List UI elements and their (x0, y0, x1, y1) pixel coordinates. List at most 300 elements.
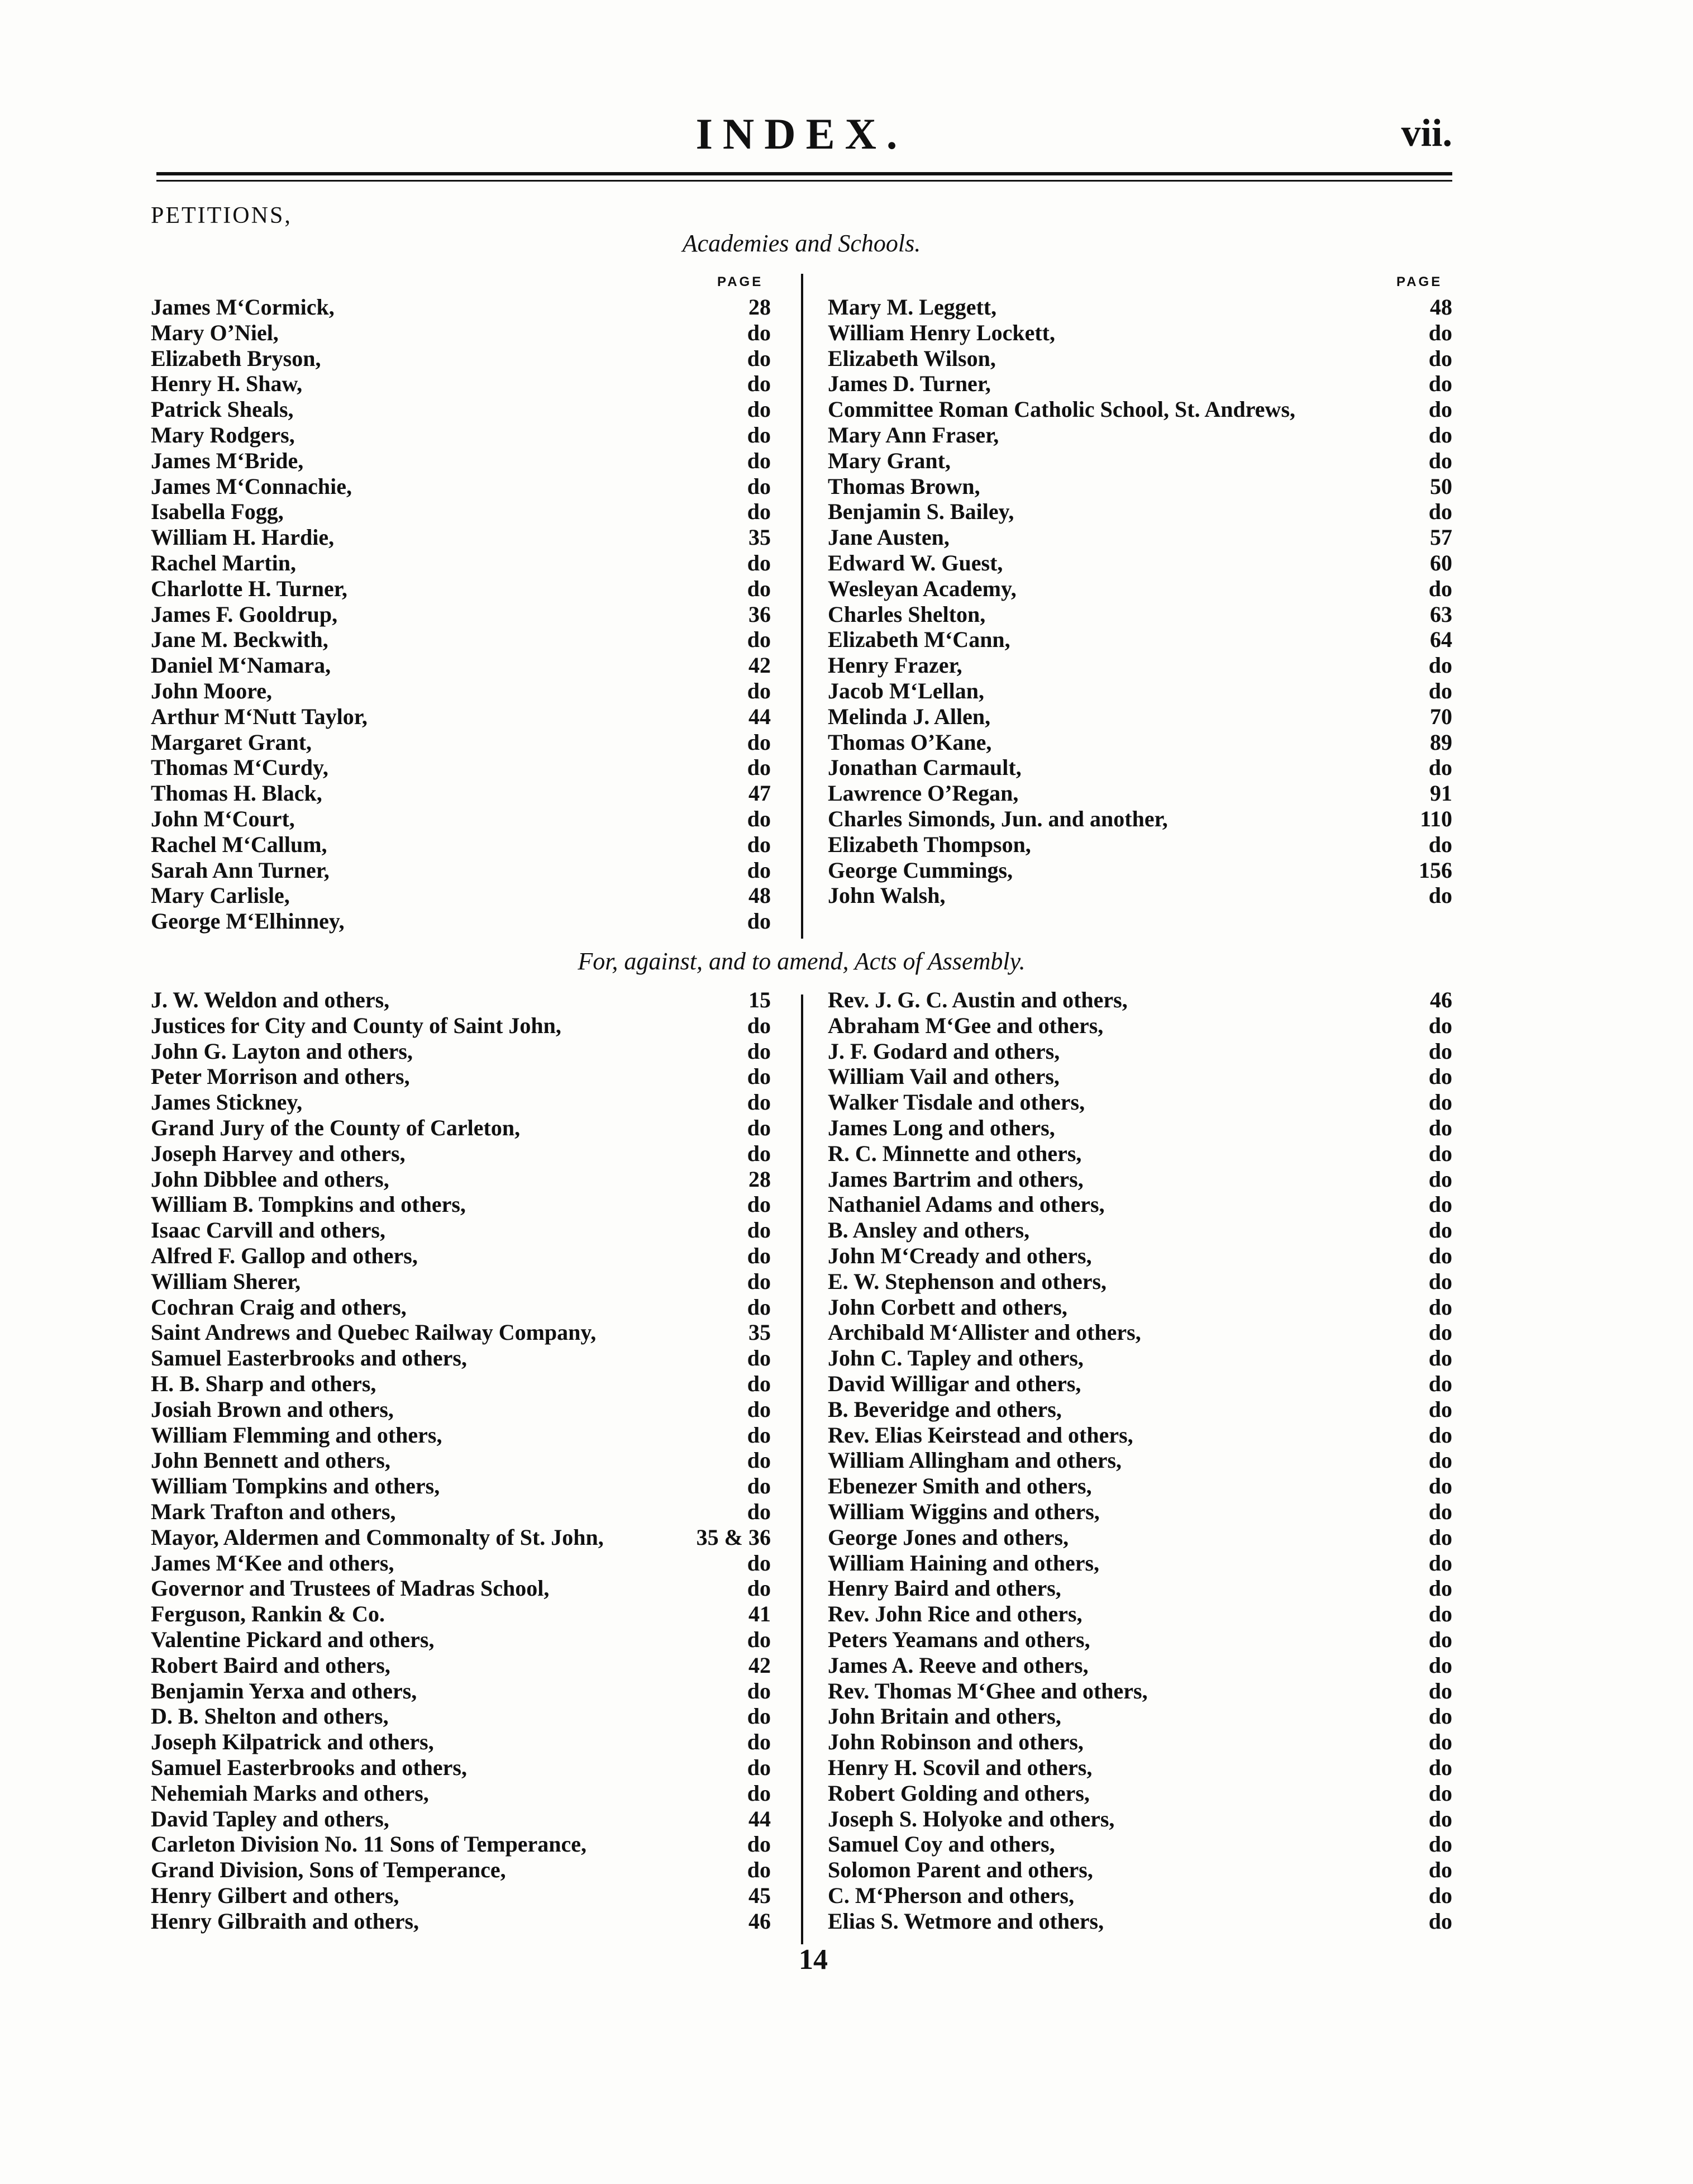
entry-page: 64 (1430, 627, 1452, 653)
entry-page: 63 (1430, 601, 1452, 627)
entry-name: Mary Carlisle, (151, 883, 290, 908)
entry-page: do (747, 1012, 771, 1038)
entry-page: do (1428, 1524, 1452, 1550)
entry-page: do (1428, 371, 1452, 397)
entry-name: Solomon Parent and others, (828, 1857, 1093, 1883)
index-entry (828, 1448, 1452, 1473)
entry-page: do (1428, 1089, 1452, 1115)
index-entry (151, 1371, 771, 1397)
index-entry (151, 550, 771, 576)
entry-name: Isaac Carvill and others, (151, 1217, 385, 1243)
index-entry (828, 1627, 1452, 1653)
entry-page: 42 (748, 1652, 771, 1678)
entry-name: Thomas Brown, (828, 473, 980, 499)
index-entry (151, 1295, 771, 1320)
entry-page: do (747, 1089, 771, 1115)
index-entry (828, 1064, 1452, 1089)
entry-name: Mary M. Leggett, (828, 294, 997, 320)
entry-page: do (1428, 1550, 1452, 1576)
entry-page: do (747, 1217, 771, 1243)
entry-page: 36 (748, 601, 771, 627)
entry-page: do (747, 678, 771, 703)
entry-name: J. F. Godard and others, (828, 1038, 1060, 1064)
entry-page: do (1428, 1652, 1452, 1678)
index-entry (151, 1448, 771, 1473)
entry-name: Rachel Martin, (151, 550, 296, 575)
index-entry (828, 883, 1452, 908)
index-entry (828, 1653, 1452, 1678)
entry-name: William Wiggins and others, (828, 1498, 1100, 1524)
entry-name: B. Ansley and others, (828, 1217, 1030, 1243)
page-header (151, 109, 1452, 165)
index-entry (828, 576, 1452, 602)
entry-name: John Robinson and others, (828, 1729, 1084, 1755)
index-entry (151, 448, 771, 474)
entry-name: Rev. John Rice and others, (828, 1601, 1082, 1627)
entry-name: Saint Andrews and Quebec Railway Company, (151, 1320, 597, 1345)
entry-name: Jonathan Carmault, (828, 755, 1022, 781)
index-entry (828, 1039, 1452, 1064)
entry-name: R. C. Minnette and others, (828, 1140, 1082, 1166)
entry-page: do (1428, 1806, 1452, 1831)
column-divider (801, 274, 803, 939)
entry-name: Charlotte H. Turner, (151, 575, 347, 601)
index-entry (828, 1141, 1452, 1167)
entry-name: Joseph Harvey and others, (151, 1140, 406, 1166)
index-entry (151, 576, 771, 602)
entry-page: do (747, 908, 771, 934)
entry-name: William Sherer, (151, 1268, 301, 1294)
index-entry (151, 499, 771, 525)
entry-name: Henry Gilbraith and others, (151, 1908, 419, 1934)
entry-page: do (1428, 1882, 1452, 1908)
page-number: vii. (1401, 112, 1452, 155)
index-entry (151, 1550, 771, 1576)
entry-page: do (1428, 1243, 1452, 1268)
entry-name: William Flemming and others, (151, 1422, 442, 1448)
entry-page: do (747, 422, 771, 448)
entry-name: H. B. Sharp and others, (151, 1371, 376, 1396)
index-entry (828, 653, 1452, 678)
index-entry (151, 1243, 771, 1269)
index-entry (151, 1499, 771, 1525)
entry-name: Rev. Elias Keirstead and others, (828, 1422, 1133, 1448)
entry-name: James D. Turner, (828, 371, 991, 397)
index-entry (828, 1601, 1452, 1627)
index-entry (151, 1627, 771, 1653)
entry-name: John M‘Court, (151, 806, 295, 831)
index-entry (828, 1013, 1452, 1039)
entry-name: Abraham M‘Gee and others, (828, 1012, 1104, 1038)
index-entry (828, 1217, 1452, 1243)
index-entry (151, 653, 771, 678)
entry-page: do (1428, 1422, 1452, 1448)
entry-page: 48 (1430, 294, 1452, 320)
index-entry (828, 987, 1452, 1013)
entry-name: Carleton Division No. 11 Sons of Temperance, (151, 1831, 587, 1857)
index-entry (151, 1857, 771, 1883)
index-entry (828, 1576, 1452, 1601)
entry-page: do (1428, 755, 1452, 781)
entry-page: do (747, 1576, 771, 1601)
index-entry (151, 1653, 771, 1678)
entry-page: do (1428, 1857, 1452, 1883)
entry-page: do (1428, 320, 1452, 345)
index-entry (828, 858, 1452, 883)
entry-name: Ferguson, Rankin & Co. (151, 1601, 385, 1627)
index-entry (151, 908, 771, 934)
index-entry (151, 806, 771, 832)
entry-page: do (747, 550, 771, 575)
index-entry (828, 1883, 1452, 1909)
entry-page: do (1428, 1601, 1452, 1627)
entry-page: do (1428, 883, 1452, 908)
entry-page: 89 (1430, 729, 1452, 755)
entry-name: Joseph Kilpatrick and others, (151, 1729, 434, 1755)
entry-page: do (1428, 1294, 1452, 1320)
index-entry (828, 781, 1452, 806)
entry-page: do (1428, 1320, 1452, 1345)
entry-page: do (747, 1729, 771, 1755)
index-entry (151, 678, 771, 704)
entry-name: Peter Morrison and others, (151, 1064, 410, 1089)
index-entry (828, 627, 1452, 653)
entry-name: Peters Yeamans and others, (828, 1626, 1090, 1652)
section-heading-acts: For, against, and to amend, Acts of Assembly. (578, 948, 1026, 975)
index-entry (828, 397, 1452, 422)
entry-name: James M‘Cormick, (151, 294, 335, 320)
entry-name: Isabella Fogg, (151, 499, 284, 525)
entry-name: Elias S. Wetmore and others, (828, 1908, 1104, 1934)
entry-page: do (747, 1473, 771, 1499)
index-entry (151, 627, 771, 653)
index-entry (151, 858, 771, 883)
index-entry (828, 1755, 1452, 1781)
entry-page: do (1428, 1217, 1452, 1243)
academies-right-column (828, 294, 1452, 908)
index-entry (151, 755, 771, 781)
entry-page: 44 (748, 703, 771, 729)
entry-page: do (747, 857, 771, 883)
index-entry (151, 1422, 771, 1448)
entry-page: do (747, 1678, 771, 1704)
entry-page: do (747, 1140, 771, 1166)
index-entry (151, 1909, 771, 1934)
index-entry (828, 1550, 1452, 1576)
index-entry (828, 832, 1452, 858)
index-entry (828, 1089, 1452, 1115)
entry-name: James M‘Connachie, (151, 473, 352, 499)
index-entry (151, 1345, 771, 1371)
entry-page: 60 (1430, 550, 1452, 575)
index-entry (151, 1192, 771, 1217)
entry-name: Jane M. Beckwith, (151, 627, 328, 653)
entry-name: Henry Frazer, (828, 653, 962, 678)
entry-page: 46 (748, 1908, 771, 1934)
entry-name: John Walsh, (828, 883, 946, 908)
entry-name: Mark Trafton and others, (151, 1498, 396, 1524)
entry-name: Jane Austen, (828, 525, 950, 550)
entry-name: John Britain and others, (828, 1704, 1061, 1729)
section-heading-academies: Academies and Schools. (682, 230, 921, 257)
entry-page: do (1428, 1626, 1452, 1652)
entry-name: John Bennett and others, (151, 1448, 390, 1473)
entry-name: C. M‘Pherson and others, (828, 1882, 1075, 1908)
entry-name: William Vail and others, (828, 1064, 1060, 1089)
entry-name: Mary Ann Fraser, (828, 422, 999, 448)
index-entry (151, 320, 771, 346)
index-entry (828, 422, 1452, 448)
entry-name: James Long and others, (828, 1115, 1055, 1140)
entry-name: Mary O’Niel, (151, 320, 279, 345)
index-entry (151, 1525, 771, 1550)
entry-name: Joseph S. Holyoke and others, (828, 1806, 1115, 1831)
index-entry (828, 806, 1452, 832)
entry-page: do (747, 1371, 771, 1396)
index-entry (828, 448, 1452, 474)
index-entry (828, 474, 1452, 499)
entry-page: do (1428, 1473, 1452, 1499)
entry-page: do (1428, 1396, 1452, 1422)
index-entry (828, 755, 1452, 781)
index-entry (828, 1192, 1452, 1217)
index-entry (828, 704, 1452, 730)
entry-page: do (747, 1345, 771, 1371)
entry-page: do (1428, 575, 1452, 601)
entry-page: do (747, 806, 771, 831)
entry-name: Jacob M‘Lellan, (828, 678, 984, 703)
index-entry (828, 1269, 1452, 1295)
index-entry (151, 1473, 771, 1499)
entry-name: Grand Division, Sons of Temperance, (151, 1857, 506, 1883)
index-entry (151, 422, 771, 448)
index-entry (151, 1269, 771, 1295)
index-entry (151, 781, 771, 806)
index-entry (151, 474, 771, 499)
entry-name: Rev. Thomas M‘Ghee and others, (828, 1678, 1148, 1704)
index-entry (151, 832, 771, 858)
entry-page: 45 (748, 1882, 771, 1908)
entry-name: James Bartrim and others, (828, 1166, 1084, 1192)
entry-page: do (1428, 1498, 1452, 1524)
entry-name: James Stickney, (151, 1089, 303, 1115)
index-entry (828, 1729, 1452, 1755)
entry-name: William Tompkins and others, (151, 1473, 440, 1499)
entry-page: do (747, 1754, 771, 1780)
index-entry (151, 1064, 771, 1089)
entry-name: George M‘Elhinney, (151, 908, 345, 934)
entry-page: do (747, 397, 771, 422)
entry-page: do (1428, 345, 1452, 371)
entry-name: John Dibblee and others, (151, 1166, 389, 1192)
index-entry (828, 1371, 1452, 1397)
entry-name: Margaret Grant, (151, 729, 312, 755)
entry-page: 110 (1420, 806, 1452, 831)
index-entry (151, 1704, 771, 1729)
entry-name: Josiah Brown and others, (151, 1396, 394, 1422)
index-entry (828, 371, 1452, 397)
index-entry (151, 730, 771, 755)
entry-name: Cochran Craig and others, (151, 1294, 407, 1320)
entry-name: John Moore, (151, 678, 273, 703)
entry-page: do (747, 1064, 771, 1089)
entry-page: do (747, 345, 771, 371)
index-entry (151, 1806, 771, 1832)
index-entry (828, 320, 1452, 346)
entry-name: John C. Tapley and others, (828, 1345, 1084, 1371)
page-column-label-left: PAGE (717, 274, 764, 289)
entry-page: 35 (748, 1320, 771, 1345)
entry-name: Rachel M‘Callum, (151, 831, 327, 857)
index-entry (828, 1167, 1452, 1192)
entry-page: do (747, 755, 771, 781)
entry-name: Samuel Easterbrooks and others, (151, 1345, 467, 1371)
entry-name: Patrick Sheals, (151, 397, 294, 422)
index-entry (828, 1397, 1452, 1422)
index-entry (151, 1729, 771, 1755)
entry-name: Thomas O’Kane, (828, 729, 992, 755)
entry-page: do (1428, 397, 1452, 422)
entry-page: 156 (1419, 857, 1452, 883)
entry-page: do (747, 1448, 771, 1473)
entry-page: 48 (748, 883, 771, 908)
entry-page: do (747, 1038, 771, 1064)
entry-page: do (1428, 1780, 1452, 1806)
acts-left-column (151, 987, 771, 1934)
index-entry (828, 1345, 1452, 1371)
entry-page: 70 (1430, 703, 1452, 729)
entry-name: Ebenezer Smith and others, (828, 1473, 1092, 1499)
index-entry (828, 1678, 1452, 1704)
entry-name: Mary Grant, (828, 448, 951, 473)
index-entry (828, 1320, 1452, 1345)
entry-page: 57 (1430, 525, 1452, 550)
entry-page: 28 (748, 1166, 771, 1192)
index-entry (828, 678, 1452, 704)
entry-page: do (747, 1780, 771, 1806)
entry-page: do (747, 1268, 771, 1294)
entry-name: William Haining and others, (828, 1550, 1100, 1576)
entry-name: E. W. Stephenson and others, (828, 1268, 1107, 1294)
entry-page: do (747, 1626, 771, 1652)
entry-name: John Corbett and others, (828, 1294, 1067, 1320)
index-entry (828, 1295, 1452, 1320)
index-entry (151, 1781, 771, 1806)
entry-name: Nehemiah Marks and others, (151, 1780, 429, 1806)
index-entry (151, 1397, 771, 1422)
entry-name: B. Beveridge and others, (828, 1396, 1062, 1422)
index-entry (828, 1243, 1452, 1269)
column-divider (801, 995, 803, 1944)
entry-page: 35 (748, 525, 771, 550)
entry-name: Daniel M‘Namara, (151, 653, 331, 678)
entry-page: do (1428, 1012, 1452, 1038)
entry-page: do (747, 1294, 771, 1320)
entry-name: George Jones and others, (828, 1524, 1069, 1550)
entry-name: J. W. Weldon and others, (151, 987, 390, 1012)
entry-name: Robert Baird and others, (151, 1652, 390, 1678)
index-entry (151, 294, 771, 320)
index-entry (151, 1576, 771, 1601)
entry-page: do (1428, 1704, 1452, 1729)
entry-name: Elizabeth Bryson, (151, 345, 321, 371)
entry-page: do (747, 1422, 771, 1448)
index-entry (828, 1422, 1452, 1448)
entry-name: John G. Layton and others, (151, 1038, 413, 1064)
entry-page: do (1428, 1908, 1452, 1934)
index-entry (151, 1039, 771, 1064)
entry-page: do (747, 1857, 771, 1883)
entry-page: 47 (748, 781, 771, 806)
entry-name: Henry Baird and others, (828, 1576, 1061, 1601)
entry-name: Committee Roman Catholic School, St. Andrews, (828, 397, 1296, 422)
entry-name: Valentine Pickard and others, (151, 1626, 435, 1652)
entry-name: D. B. Shelton and others, (151, 1704, 389, 1729)
acts-right-column (828, 987, 1452, 1934)
entry-page: 91 (1430, 781, 1452, 806)
index-entry (828, 1909, 1452, 1934)
entry-name: William Allingham and others, (828, 1448, 1122, 1473)
entry-page: do (747, 1192, 771, 1217)
entry-name: James F. Gooldrup, (151, 601, 338, 627)
entry-name: Elizabeth M‘Cann, (828, 627, 1010, 653)
index-entry (828, 1857, 1452, 1883)
entry-page: do (747, 1831, 771, 1857)
entry-page: do (1428, 1678, 1452, 1704)
entry-page: do (1428, 448, 1452, 473)
entry-page: do (747, 448, 771, 473)
entry-page: do (1428, 1268, 1452, 1294)
entry-name: Lawrence O’Regan, (828, 781, 1019, 806)
entry-page: 42 (748, 653, 771, 678)
index-entry (828, 1473, 1452, 1499)
entry-page: do (1428, 1831, 1452, 1857)
entry-name: Mayor, Aldermen and Commonalty of St. John, (151, 1524, 604, 1550)
entry-page: do (1428, 1166, 1452, 1192)
entry-page: do (1428, 1038, 1452, 1064)
entry-page: do (747, 1115, 771, 1140)
entry-page: do (1428, 1754, 1452, 1780)
entry-name: Charles Shelton, (828, 601, 986, 627)
entry-name: Alfred F. Gallop and others, (151, 1243, 418, 1268)
entry-page: do (1428, 1140, 1452, 1166)
index-entry (151, 346, 771, 372)
entry-name: Wesleyan Academy, (828, 575, 1017, 601)
section-label: PETITIONS, (151, 203, 292, 229)
index-entry (828, 1831, 1452, 1857)
entry-page: do (747, 1498, 771, 1524)
entry-page: do (747, 729, 771, 755)
entry-name: Sarah Ann Turner, (151, 857, 330, 883)
entry-page: 46 (1430, 987, 1452, 1012)
index-entry (828, 1704, 1452, 1729)
index-entry (828, 550, 1452, 576)
entry-name: Melinda J. Allen, (828, 703, 991, 729)
index-entry (828, 294, 1452, 320)
entry-page: do (1428, 1064, 1452, 1089)
index-entry (828, 346, 1452, 372)
index-entry (151, 602, 771, 627)
entry-name: Henry H. Shaw, (151, 371, 303, 397)
entry-name: Elizabeth Thompson, (828, 831, 1031, 857)
index-entry (151, 1678, 771, 1704)
signature-mark: 14 (799, 1944, 828, 1976)
index-entry (151, 1013, 771, 1039)
entry-page: do (747, 575, 771, 601)
entry-name: Henry H. Scovil and others, (828, 1754, 1093, 1780)
entry-page: 41 (748, 1601, 771, 1627)
entry-name: Edward W. Guest, (828, 550, 1003, 575)
